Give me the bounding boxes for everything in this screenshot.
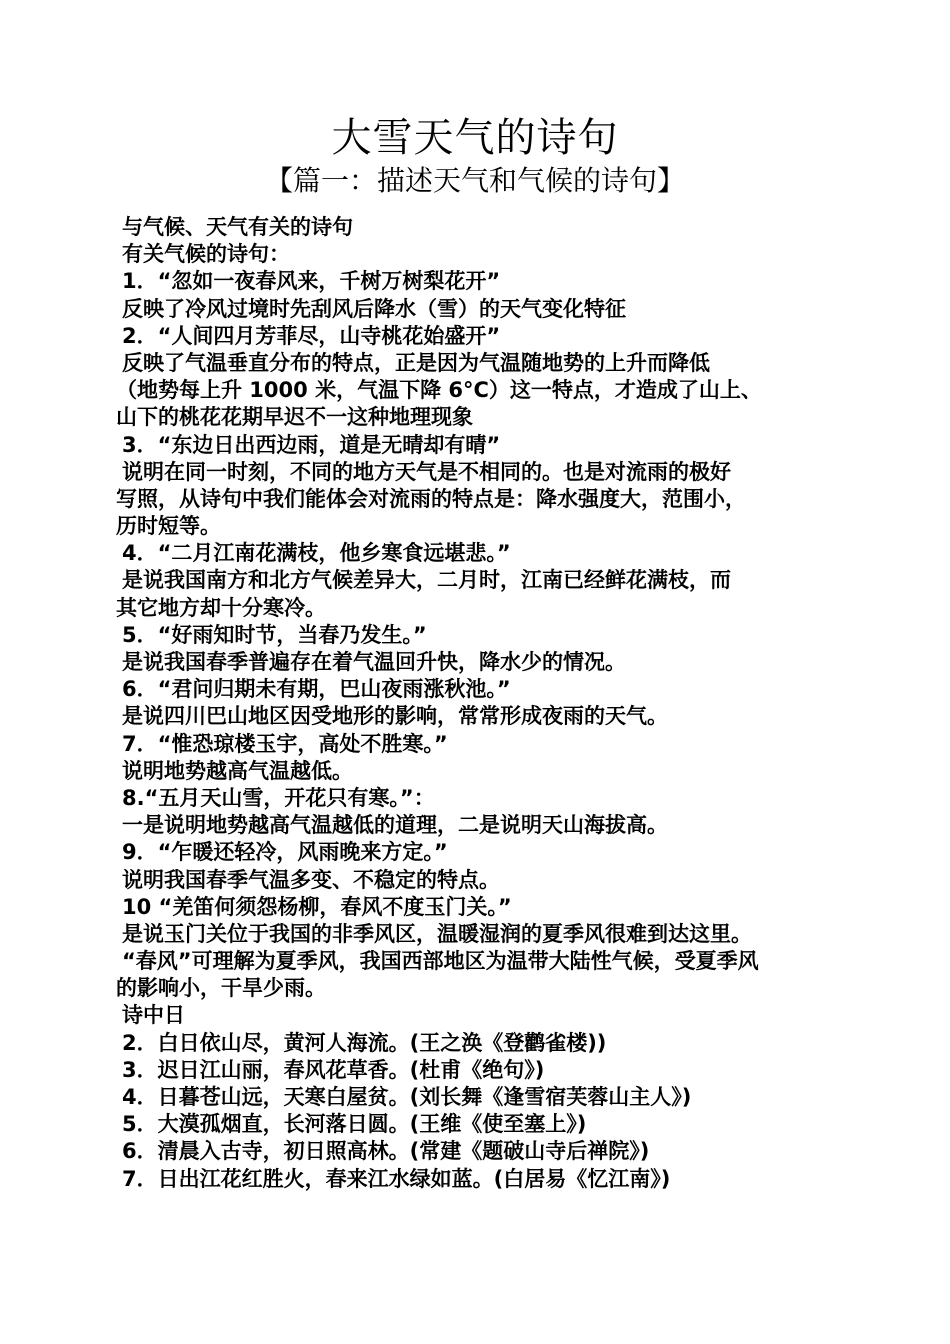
- poem-line: 10 “羌笛何须怨杨柳，春风不度玉门关。”: [122, 894, 512, 919]
- explanation-line: 写照，从诗句中我们能体会对流雨的特点是：降水强度大，范围小，: [116, 486, 746, 511]
- poem-list-item: 3．迟日江山丽，春风花草香。(杜甫《绝句》): [122, 1057, 545, 1082]
- poem-line: 8.“五月天山雪，开花只有寒。”：: [122, 785, 435, 810]
- explanation-line: “春风”可理解为夏季风，我国西部地区为温带大陆性气候，受夏季风: [122, 949, 759, 974]
- explanation-line: 其它地方却十分寒冷。: [116, 595, 326, 620]
- poem-line: 7．“惟恐琼楼玉宇，高处不胜寒。”: [122, 731, 448, 756]
- explanation-line: 说明在同一时刻，不同的地方天气是不相同的。也是对流雨的极好: [122, 459, 731, 484]
- poem-list-item: 5．大漠孤烟直，长河落日圆。(王维《使至塞上》): [122, 1112, 587, 1137]
- section-heading: 与气候、天气有关的诗句: [122, 215, 353, 239]
- section-heading: 诗中日: [122, 1003, 185, 1028]
- explanation-line: 是说四川巴山地区因受地形的影响，常常形成夜雨的天气。: [122, 704, 668, 729]
- poem-line: 2．“人间四月芳菲尽，山寺桃花始盛开”: [122, 323, 501, 348]
- explanation-line: 是说玉门关位于我国的非季风区，温暖湿润的夏季风很难到达这里。: [122, 921, 752, 946]
- poem-list-item: 4．日暮苍山远，天寒白屋贫。(刘长舞《逢雪宿芙蓉山主人》): [122, 1085, 692, 1109]
- explanation-line: （地势每上升 1000 米，气温下降 6°C）这一特点，才造成了山上、: [116, 378, 762, 403]
- explanation-line: 说明我国春季气温多变、不稳定的特点。: [122, 867, 500, 892]
- poem-line: 4．“二月江南花满枝，他乡寒食远堪悲。”: [122, 541, 511, 566]
- poem-line: 3．“东边日出西边雨，道是无晴却有晴”: [122, 432, 501, 457]
- poem-list-item: 2．白日依山尽，黄河人海流。(王之涣《登鹳雀楼)): [122, 1030, 607, 1055]
- explanation-line: 一是说明地势越高气温越低的道理，二是说明天山海拔高。: [122, 813, 668, 838]
- explanation-line: 反映了气温垂直分布的特点，正是因为气温随地势的上升而降低: [122, 350, 710, 375]
- explanation-line: 是说我国南方和北方气候差异大，二月时，江南已经鲜花满枝，而: [122, 568, 731, 593]
- document-body: [116, 214, 836, 1193]
- poem-list-item: 7．日出江花红胜火，春来江水绿如蓝。(白居易《忆江南》): [122, 1166, 671, 1191]
- explanation-line: 是说我国春季普遍存在着气温回升快，降水少的情况。: [122, 650, 626, 674]
- poem-line: 6．“君问归期未有期，巴山夜雨涨秋池。”: [122, 677, 511, 702]
- explanation-line: 的影响小，干旱少雨。: [116, 976, 326, 1001]
- explanation-line: 山下的桃花花期早迟不一这种地理现象: [116, 405, 473, 430]
- poem-line: 9．“乍暖还轻冷，风雨晚来方定。”: [122, 840, 448, 865]
- document-subtitle: 【篇一：描述天气和气候的诗句】: [264, 164, 685, 197]
- document-title: 大雪天气的诗句: [331, 115, 619, 161]
- explanation-line: 历时短等。: [116, 514, 221, 539]
- poem-list-item: 6．清晨入古寺，初日照高林。(常建《题破山寺后禅院》): [122, 1139, 650, 1164]
- poem-line: 1．“忽如一夜春风来，千树万树梨花开”: [122, 269, 501, 294]
- explanation-line: 反映了冷风过境时先刮风后降水（雪）的天气变化特征: [122, 296, 626, 321]
- explanation-line: 说明地势越高气温越低。: [122, 758, 353, 783]
- poem-line: 5．“好雨知时节，当春乃发生。”: [122, 622, 427, 647]
- section-subheading: 有关气候的诗句：: [122, 242, 290, 267]
